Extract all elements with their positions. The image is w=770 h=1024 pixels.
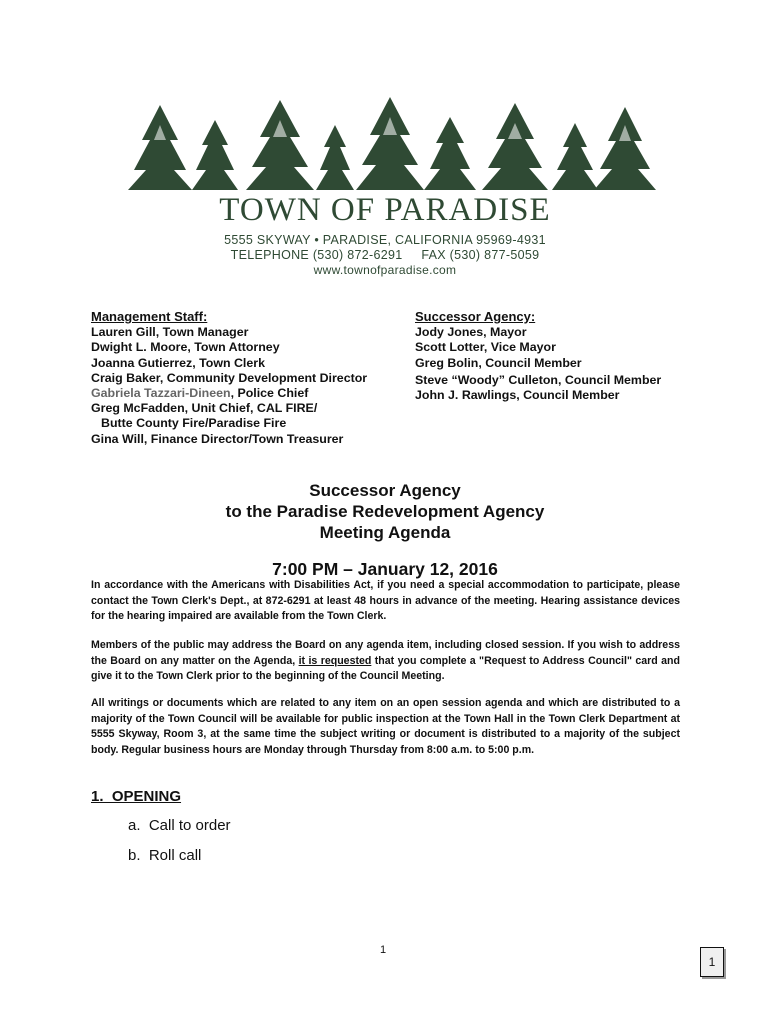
public-records-notice: All writings or documents which are related to any item on an open session agenda and which are distributed to a majority of the Town Council will be available for public inspection at the Town Hall in the Town Clerk Department at 5555 Skyway, Room 3, at the same time the subject writing or document is distributed to a majority of the subject body. Regular business hours are Monday through Thursday from 8:00 a.m. to 5:00 p.m. xyxy=(91,697,680,756)
staff-line: Lauren Gill, Town Manager xyxy=(91,325,249,340)
town-name: TOWN OF PARADISE xyxy=(219,192,551,228)
successor-agency-list xyxy=(415,309,715,403)
staff-line: Greg McFadden, Unit Chief, CAL FIRE/ xyxy=(91,401,318,416)
member-line: John J. Rawlings, Council Member xyxy=(415,388,620,403)
staff-line: Dwight L. Moore, Town Attorney xyxy=(91,340,280,355)
staff-line: Joanna Gutierrez, Town Clerk xyxy=(91,355,265,370)
staff-line: Butte County Fire/Paradise Fire xyxy=(101,416,287,431)
phone-line: TELEPHONE (530) 872-6291 FAX (530) 877-5059 xyxy=(230,248,540,262)
meeting-time: 7:00 PM – January 12, 2016 xyxy=(272,559,498,579)
agenda-title-line3: Meeting Agenda xyxy=(319,523,451,542)
agenda-title-line1: Successor Agency xyxy=(309,481,461,500)
police-chief-name: Gabriela Tazzari-Dineen xyxy=(91,386,231,401)
public-comment-emphasis: it is requested xyxy=(298,654,372,667)
member-line: Jody Jones, Mayor xyxy=(415,325,527,340)
page-number-box: 1 xyxy=(700,947,724,977)
successor-agency-heading: Successor Agency: xyxy=(415,309,536,324)
public-comment-text-a: Members of the public may address the Board on any agenda item, including closed session. If you wish to address the Board on any matter on the Agenda, xyxy=(91,639,680,667)
address-line: 5555 SKYWAY • PARADISE, CALIFORNIA 95969-4931 xyxy=(224,233,546,247)
website-link[interactable]: www.townofparadise.com xyxy=(313,263,457,277)
page-number: 1 xyxy=(380,944,387,956)
staff-line: Craig Baker, Community Development Director xyxy=(91,370,368,385)
management-staff-list xyxy=(91,309,411,447)
ada-notice: In accordance with the Americans with Disabilities Act, if you need a special accommodation to participate, please contact the Town Clerk's Dept., at 872-6291 at least 48 hours in advance of the meeting. Hearing assistance devices for the hearing impaired are available from the Town Clerk. xyxy=(91,579,680,623)
police-chief-title: , Police Chief xyxy=(230,386,309,401)
member-line: Greg Bolin, Council Member xyxy=(415,355,582,370)
member-line: Scott Lotter, Vice Mayor xyxy=(415,340,556,355)
section-heading-opening: 1. OPENING xyxy=(91,788,182,805)
agenda-item: a. Call to order xyxy=(128,817,231,834)
staff-line: Gina Will, Finance Director/Town Treasurer xyxy=(91,431,344,446)
agenda-item: b. Roll call xyxy=(128,847,202,864)
agenda-title-line2: to the Paradise Redevelopment Agency xyxy=(225,502,545,521)
member-line: Steve “Woody” Culleton, Council Member xyxy=(415,372,662,387)
public-comment-text-b: that you complete a "Request to Address Council" card and give it to the Town Clerk prior to the beginning of the Council Meeting. xyxy=(91,654,680,683)
public-comment-notice xyxy=(91,638,680,685)
pine-trees-logo xyxy=(120,95,660,190)
staff-line-police-chief xyxy=(91,386,411,401)
management-staff-heading: Management Staff: xyxy=(91,309,208,324)
